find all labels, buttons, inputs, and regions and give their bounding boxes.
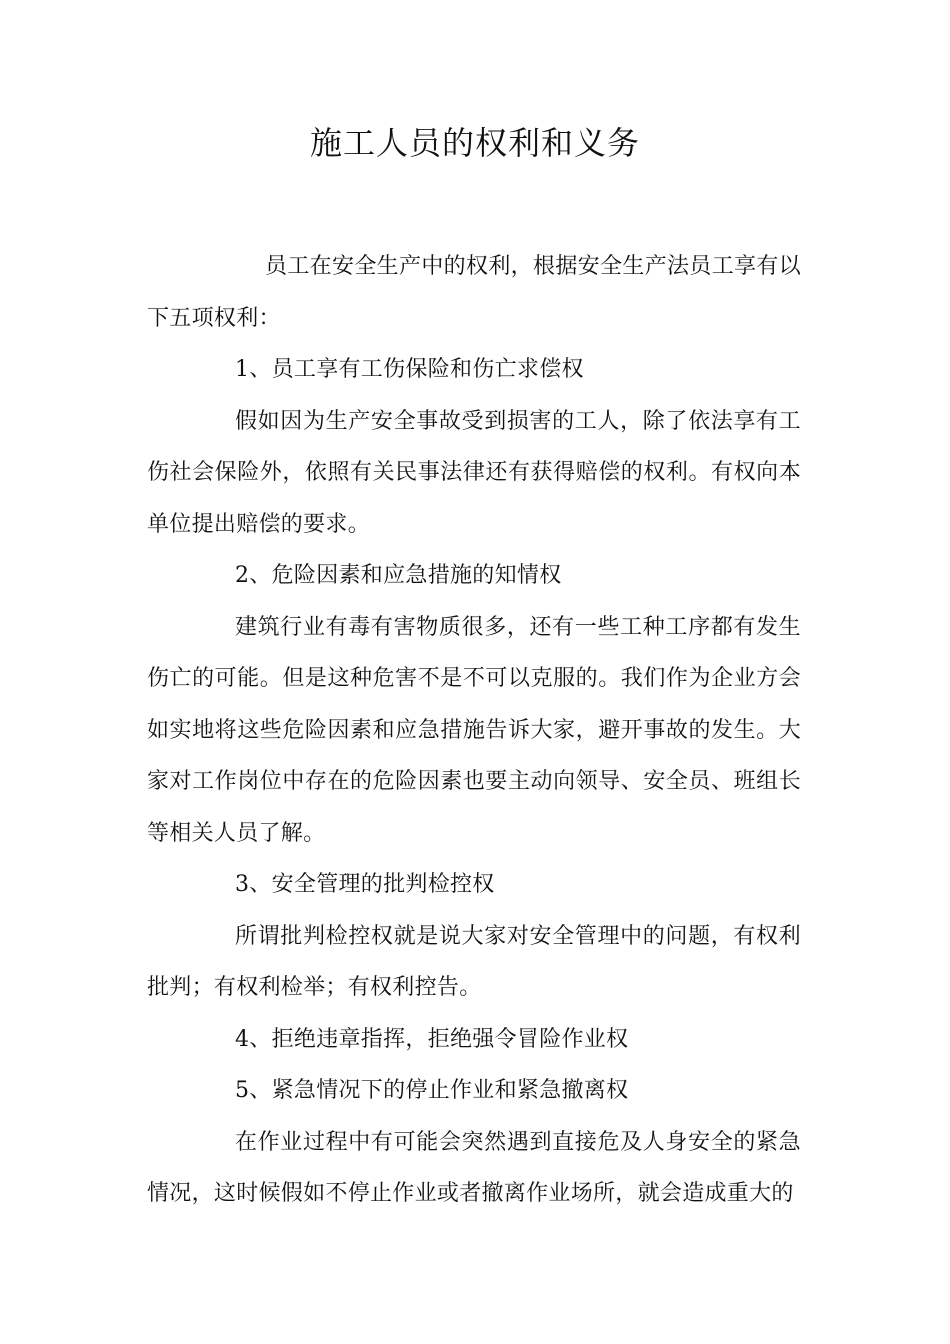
right-heading-2: 2、危险因素和应急措施的知情权 (235, 563, 562, 588)
right-description-3: 所谓批判检控权就是说大家对安全管理中的问题，有权利批判；有权利检举；有权利控告。 (147, 923, 801, 1000)
right-heading-5: 5、紧急情况下的停止作业和紧急撤离权 (235, 1078, 629, 1103)
right-description-5: 在作业过程中有可能会突然遇到直接危及人身安全的紧急情况，这时候假如不停止作业或者撤离作业场所，就会造成重大的 (147, 1129, 801, 1206)
right-heading-3: 3、安全管理的批判检控权 (235, 872, 495, 897)
right-description-2: 建筑行业有毒有害物质很多，还有一些工种工序都有发生伤亡的可能。但是这种危害不是不可以克服的。我们作为企业方会如实地将这些危险因素和应急措施告诉大家，避开事故的发生。大家对工作岗位中存在的危险因素也要主动向领导、安全员、班组长等相关人员了解。 (147, 614, 801, 846)
right-heading-1: 1、员工享有工伤保险和伤亡求偿权 (235, 357, 584, 382)
document-title: 施工人员的权利和义务 (309, 124, 640, 162)
document-body (147, 241, 801, 1220)
intro-paragraph: 员工在安全生产中的权利，根据安全生产法员工享有以下五项权利： (147, 254, 801, 331)
right-description-1: 假如因为生产安全事故受到损害的工人，除了依法享有工伤社会保险外，依照有关民事法律还有获得赔偿的权利。有权向本单位提出赔偿的要求。 (147, 408, 801, 537)
right-heading-4: 4、拒绝违章指挥，拒绝强令冒险作业权 (235, 1026, 629, 1052)
